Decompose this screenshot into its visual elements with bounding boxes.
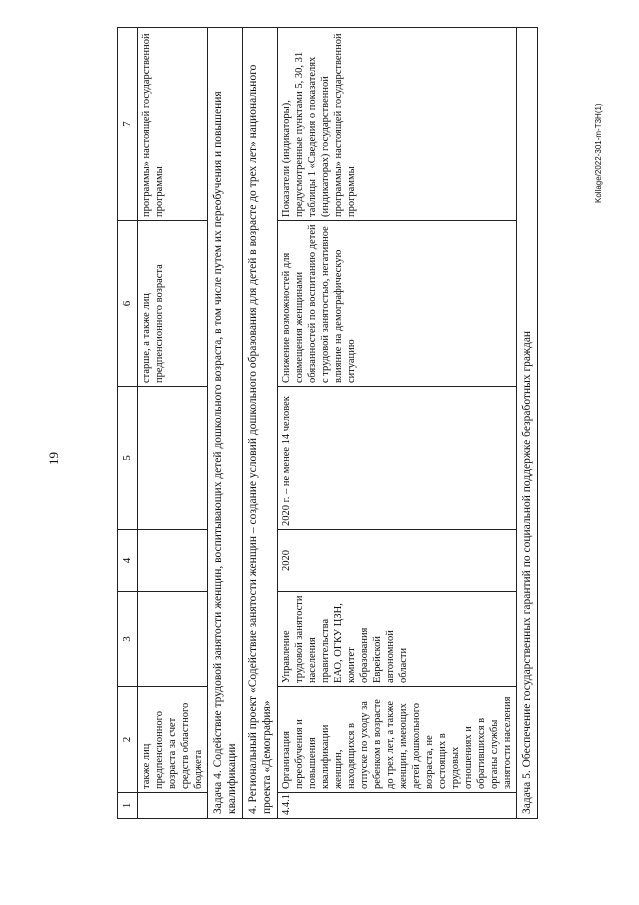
table-row	[138, 28, 208, 819]
task-row	[517, 28, 538, 819]
program-table	[117, 27, 538, 819]
page-number: 19	[46, 452, 61, 465]
cell-measure: также лиц предпенсионного возраста за счет средств областного бюджета	[138, 687, 208, 793]
cell-measure: Организация переобучения и повышения квалификации женщин, находящихся в отпуске по уходу за ребенком в возрасте до трех лет, а также женщин, имеющих детей дошкольного возраста, не состоящих в трудовых отношениях и обратившихся в органы службы занятости населения	[278, 687, 517, 793]
cell-consequence: Снижение возможностей для совмещения женщинами обязанностей по воспитанию детей с трудовой занятостью, негативное влияние на демографическую ситуацию	[278, 221, 517, 387]
document-code: Kollage/2022-301-m-T3H(1)	[594, 103, 603, 203]
header-cell: 7	[118, 28, 138, 221]
header-row	[118, 28, 138, 819]
project-row	[243, 28, 278, 819]
cell-consequence: старше, а также лиц предпенсионного возраста	[138, 221, 208, 387]
project-4-title: 4. Региональный проект «Содействие занятости женщин – создание условий дошкольного образования для детей в возрасте до трех лет» национального проекта «Демография»	[243, 28, 278, 819]
cell-number: 4.4.1	[278, 793, 517, 819]
header-cell: 6	[118, 221, 138, 387]
cell-year: 2020	[278, 530, 517, 592]
table-row	[278, 28, 517, 819]
cell-indicators: Показатели (индикаторы), предусмотренные пунктами 5, 30, 31 таблицы 1 «Сведения о показателях (индикаторах) государственной программы» настоящей государственной программы	[278, 28, 517, 221]
header-cell: 1	[118, 793, 138, 819]
task-row	[208, 28, 243, 819]
cell-executor: Управление трудовой занятости населения правительства ЕАО, ОГКУ ЦЗН, комитет образования Еврейской автономной области	[278, 592, 517, 687]
cell-indicators: программы» настоящей государственной программы	[138, 28, 208, 221]
task-4-title: Задача 4. Содействие трудовой занятости женщин, воспитывающих детей дошкольного возраста, в том числе путем их переобучения и повышения квалификации	[208, 28, 243, 819]
cell-result: 2020 г. – не менее 14 человек	[278, 387, 517, 530]
header-cell: 2	[118, 687, 138, 793]
header-cell: 5	[118, 387, 138, 530]
header-cell: 4	[118, 530, 138, 592]
task-5-title: Задача 5. Обеспечение государственных гарантий по социальной поддержке безработных граждан	[517, 28, 538, 819]
header-cell: 3	[118, 592, 138, 687]
